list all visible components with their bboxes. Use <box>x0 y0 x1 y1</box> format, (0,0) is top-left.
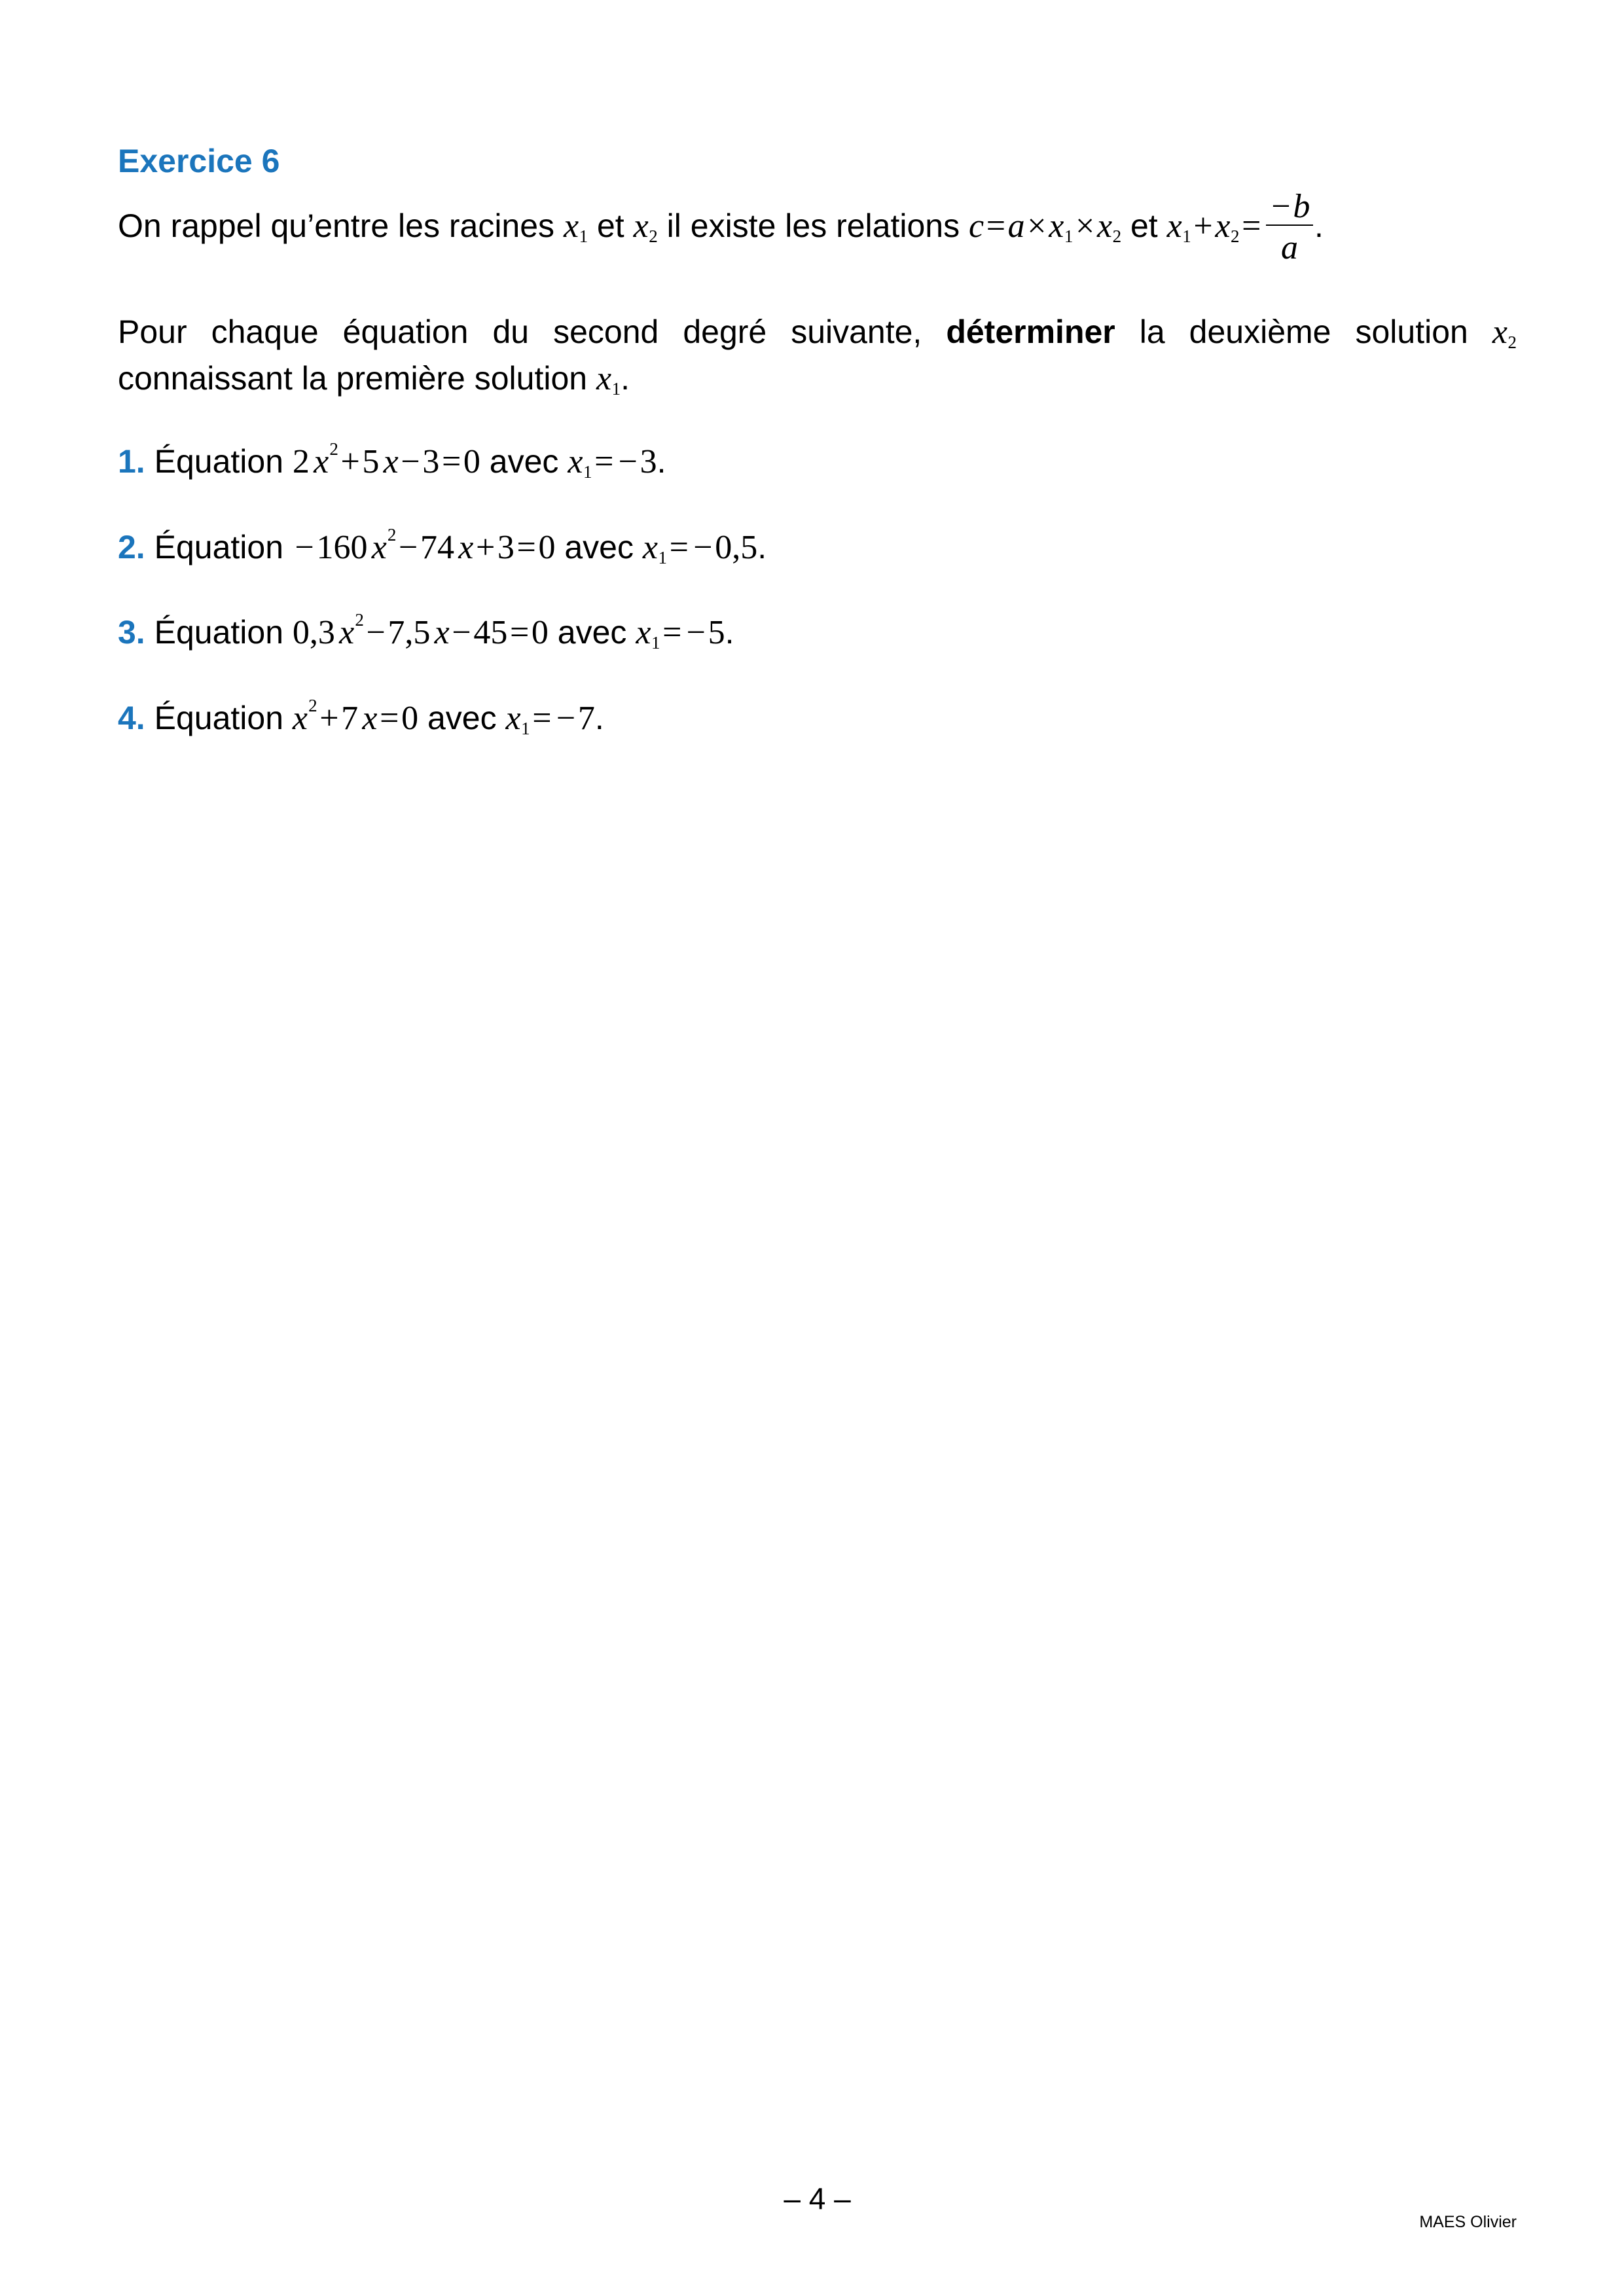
math-number: 0,3 <box>292 614 335 651</box>
math-variable: x <box>596 360 612 397</box>
sentence-end: . <box>657 443 666 480</box>
math-number: 160 <box>316 529 368 566</box>
intro-text: et <box>597 207 624 244</box>
math-operator: × <box>1027 207 1047 245</box>
fraction-denominator <box>1266 231 1313 265</box>
math-variable: x <box>1492 314 1507 351</box>
math-variable: x <box>1096 207 1113 245</box>
item-connector: avec <box>427 700 497 736</box>
instruction-emphasis: déterminer <box>946 314 1115 350</box>
math-variable: x <box>505 700 521 737</box>
math-operator: − <box>1271 188 1291 225</box>
math-exponent: 2 <box>387 524 397 545</box>
math-exponent: 2 <box>329 439 338 459</box>
math-subscript: 1 <box>1182 226 1191 246</box>
math-variable: c <box>968 207 984 245</box>
math-number: 0 <box>538 529 556 566</box>
math-variable: x <box>1049 207 1064 245</box>
math-variable: x <box>383 443 399 480</box>
given-root-formula <box>506 700 595 737</box>
math-operator: − <box>295 529 314 566</box>
math-operator: − <box>452 614 471 651</box>
item-number: 2. <box>118 529 145 565</box>
footer-author: MAES Olivier <box>1419 2213 1517 2231</box>
math-number: 7 <box>341 700 359 737</box>
math-operator: = <box>662 614 682 651</box>
math-operator: + <box>340 443 360 480</box>
math-subscript: 1 <box>651 632 660 653</box>
math-operator: = <box>594 443 614 480</box>
fraction-bar <box>1266 224 1313 226</box>
root-x1-formula <box>564 207 588 245</box>
equation-formula <box>292 439 480 480</box>
page-number: – 4 – <box>784 2181 851 2215</box>
math-operator: − <box>399 529 418 566</box>
item-label: Équation <box>154 443 283 480</box>
math-variable: x <box>362 700 378 737</box>
instruction-text: la deuxième solution <box>1139 314 1468 350</box>
sentence-end: . <box>757 529 767 565</box>
sum-relation-left <box>1167 207 1263 245</box>
math-number: 0 <box>401 700 419 737</box>
math-operator: = <box>516 529 536 566</box>
math-variable: a <box>1281 229 1299 266</box>
math-number: 74 <box>420 529 454 566</box>
math-variable: x <box>1215 207 1231 245</box>
root-x2-formula <box>634 207 658 245</box>
equation-formula <box>293 524 556 566</box>
math-operator: = <box>986 207 1006 245</box>
math-operator: − <box>618 443 638 480</box>
math-number: 0 <box>463 443 480 480</box>
math-variable: x <box>642 529 658 566</box>
math-operator: = <box>509 614 530 651</box>
unknown-root-formula <box>1492 314 1517 351</box>
math-variable: x <box>292 700 308 737</box>
math-variable: x <box>568 443 583 480</box>
fraction <box>1266 188 1313 266</box>
sentence-end: . <box>621 360 630 397</box>
math-number: 5 <box>708 614 725 651</box>
math-operator: − <box>401 443 420 480</box>
item-number: 1. <box>118 443 145 480</box>
math-subscript: 2 <box>1230 226 1240 246</box>
math-subscript: 1 <box>521 718 530 738</box>
instruction-line-2 <box>118 355 1517 402</box>
item-label: Équation <box>154 700 283 736</box>
sum-relation-formula <box>1166 188 1314 266</box>
math-number: 5 <box>362 443 380 480</box>
math-variable: x <box>563 207 579 245</box>
math-variable: a <box>1007 207 1025 245</box>
math-exponent: 2 <box>308 695 317 715</box>
math-operator: = <box>441 443 461 480</box>
known-root-formula <box>596 360 621 397</box>
intro-text: On rappel qu’entre les racines <box>118 207 555 244</box>
math-operator: × <box>1075 207 1095 245</box>
instruction-text: connaissant la première solution <box>118 360 588 397</box>
sentence-end: . <box>725 614 734 651</box>
math-number: 3 <box>422 443 440 480</box>
math-operator: − <box>366 614 386 651</box>
math-number: 45 <box>473 614 508 651</box>
fraction-numerator <box>1266 190 1313 224</box>
equation-item <box>118 439 1517 485</box>
math-number: 3 <box>640 443 657 480</box>
math-number: 0 <box>531 614 549 651</box>
math-variable: x <box>314 443 329 480</box>
math-number: 7 <box>577 700 595 737</box>
math-number: 0,5 <box>715 529 758 566</box>
given-root-formula <box>643 529 757 566</box>
math-variable: x <box>633 207 649 245</box>
math-operator: − <box>686 614 706 651</box>
math-subscript: 1 <box>583 461 592 482</box>
intro-text: et <box>1130 207 1158 244</box>
math-variable: x <box>1166 207 1182 245</box>
math-variable: b <box>1293 188 1310 225</box>
math-operator: + <box>475 529 496 566</box>
item-connector: avec <box>564 529 634 565</box>
math-variable: x <box>636 614 651 651</box>
math-operator: = <box>532 700 552 737</box>
math-number: 3 <box>497 529 514 566</box>
math-variable: x <box>339 614 355 651</box>
item-number: 4. <box>118 700 145 736</box>
math-subscript: 1 <box>1064 226 1074 246</box>
math-subscript: 1 <box>658 547 668 567</box>
product-relation-formula <box>969 207 1121 245</box>
equation-formula <box>292 695 419 737</box>
math-exponent: 2 <box>355 609 364 630</box>
math-subscript: 1 <box>579 226 588 246</box>
math-variable: x <box>434 614 450 651</box>
intro-paragraph <box>118 188 1517 266</box>
sentence-end: . <box>594 700 604 736</box>
math-operator: = <box>1242 207 1261 245</box>
instruction-line-1 <box>118 309 1517 355</box>
math-variable: x <box>458 529 474 566</box>
instruction-text: Pour chaque équation du second degré suivante, <box>118 314 922 350</box>
math-subscript: 2 <box>1507 332 1517 352</box>
item-number: 3. <box>118 614 145 651</box>
math-operator: + <box>1193 207 1213 245</box>
item-label: Équation <box>154 529 283 565</box>
item-connector: avec <box>489 443 559 480</box>
math-operator: + <box>319 700 339 737</box>
given-root-formula <box>568 443 657 480</box>
given-root-formula <box>636 614 725 651</box>
equation-item <box>118 524 1517 571</box>
equation-formula <box>292 609 549 651</box>
math-subscript: 2 <box>1112 226 1122 246</box>
math-subscript: 2 <box>649 226 658 246</box>
math-number: 7,5 <box>388 614 431 651</box>
math-operator: − <box>693 529 713 566</box>
math-variable: x <box>371 529 387 566</box>
item-label: Équation <box>154 614 283 651</box>
math-number: 2 <box>292 443 310 480</box>
equation-item <box>118 695 1517 742</box>
instruction-paragraph <box>118 309 1517 402</box>
math-operator: = <box>380 700 399 737</box>
math-subscript: 1 <box>611 378 621 399</box>
sentence-end: . <box>1314 207 1324 244</box>
intro-text: il existe les relations <box>666 207 960 244</box>
math-operator: = <box>669 529 689 566</box>
exercise-title: Exercice 6 <box>118 143 280 179</box>
math-operator: − <box>556 700 576 737</box>
equation-item <box>118 609 1517 656</box>
item-connector: avec <box>557 614 627 651</box>
